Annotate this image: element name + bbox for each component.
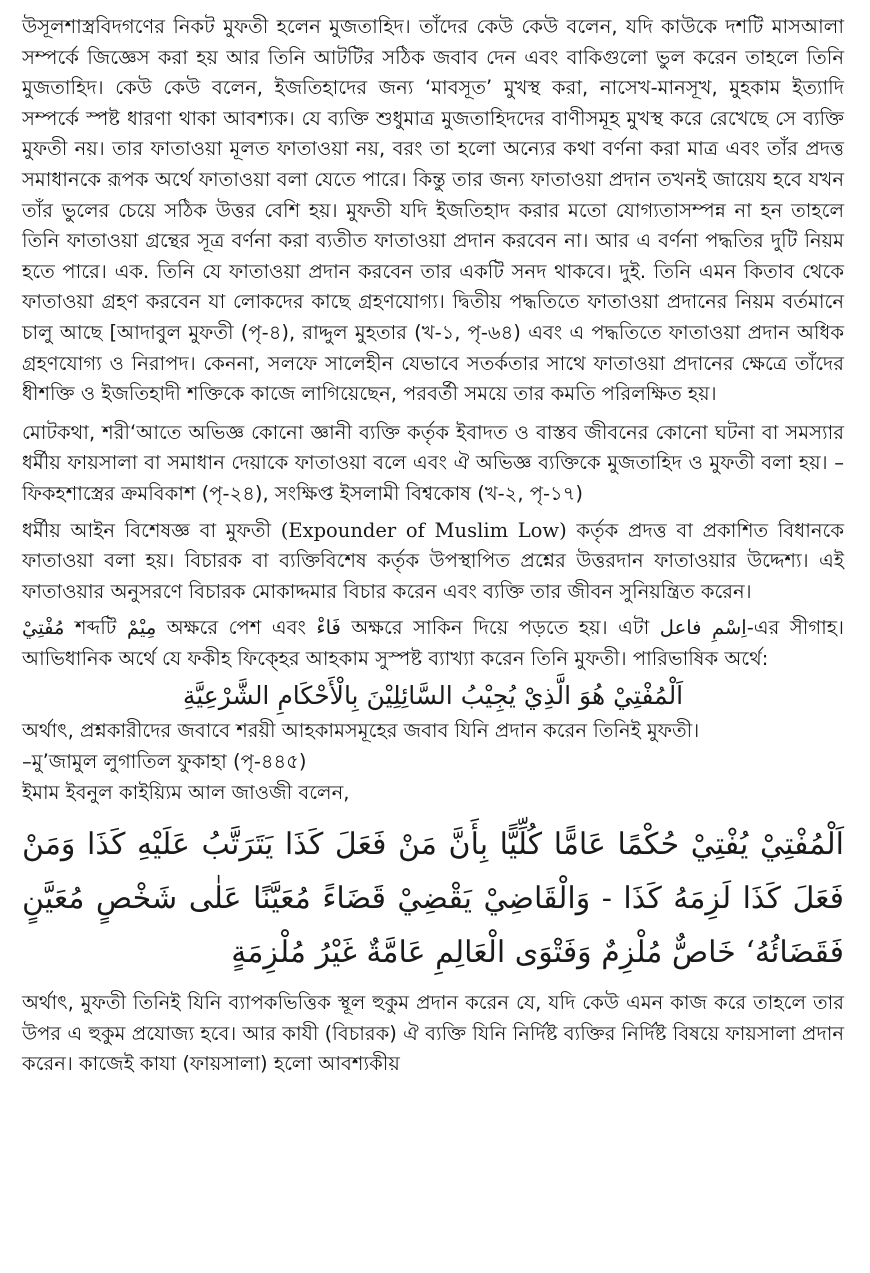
definition-translation: অর্থাৎ, প্রশ্নকারীদের জবাবে শরয়ী আহকামসমূহের জবাব যিনি প্রদান করেন তিনিই মুফতী। [22,719,700,743]
paragraph-mufti-mujtahid: উসূলশাস্ত্রবিদগণের নিকট মুফতী হলেন মুজতাহিদ। তাঁদের কেউ কেউ বলেন, যদি কাউকে দশটি মাসআলা সম্পর্কে জিজ্ঞেস করা হয় আর তিনি আটটির সঠিক জবাব দেন এবং বাকিগুলো ভুল করেন তাহলে তিনি মুজতাহিদ। কেউ কেউ বলেন, ইজতিহাদের জন্য ‘মাবসূত’ মুখস্থ করা, নাসেখ-মানসূখ, মুহকাম ইত্যাদি সম্পর্কে স্পষ্ট ধারণা থাকা আবশ্যক। যে ব্যক্তি শুধুমাত্র মুজতাহিদদের বাণীসমূহ মুখস্থ করে রেখেছে সে ব্যক্তি মুফতী নয়। তার ফাতাওয়া মূলত ফাতাওয়া নয়, বরং তা হলো অন্যের কথা বর্ণনা করা মাত্র এবং তাঁর প্রদত্ত সমাধানকে রূপক অর্থে ফাতাওয়া বলা যেতে পারে। কিন্তু তার জন্য ফাতাওয়া প্রদান তখনই জায়েয হবে যখন তাঁর ভুলের চেয়ে সঠিক উত্তর বেশি হয়। মুফতী যদি ইজতিহাদ করার মতো যোগ্যতাসম্পন্ন না হন তাহলে তিনি ফাতাওয়া গ্রন্থের সূত্র বর্ণনা করা ব্যতীত ফাতাওয়া প্রদান করবেন না। আর এ বর্ণনা পদ্ধতির দুটি নিয়ম হতে পারে। এক. তিনি যে ফাতাওয়া প্রদান করবেন তার একটি সনদ থাকবে। দুই. তিনি এমন কিতাব থেকে ফাতাওয়া গ্রহণ করবেন যা লোকদের কাছে গ্রহণযোগ্য। দ্বিতীয় পদ্ধতিতে ফাতাওয়া প্রদানের নিয়ম বর্তমানে চালু আছে [আদাবুল মুফতী (পৃ-৪), রাদ্দুল মুহতার (খ-১, পৃ-৬৪) এবং এ পদ্ধতিতে ফাতাওয়া প্রদান অধিক গ্রহণযোগ্য ও নিরাপদ। কেননা, সলফে সালেহীন যেভাবে সতর্কতার সাথে ফাতাওয়া প্রদানের ক্ষেত্রে তাঁদের ধীশক্তি ও ইজতিহাদী শক্তিকে কাজে লাগিয়েছেন, পরবর্তী সময়ে তার কমতি পরিলক্ষিত হয়। [22,15,844,406]
paragraph-summary: মোটকথা, শরী‘আতে অভিজ্ঞ কোনো জ্ঞানী ব্যক্তি কর্তৃক ইবাদত ও বাস্তব জীবনের কোনো ঘটনা বা সমস্যার ধর্মীয় ফায়সালা বা সমাধান দেয়াকে ফাতাওয়া বলে এবং ঐ অভিজ্ঞ ব্যক্তিকে মুজতাহিদ ও মুফতী বলা হয়। –ফিকহশাস্ত্রের ক্রমবিকাশ (পৃ-২৪), সংক্ষিপ্ত ইসলামী বিশ্বকোষ (খ-২, পৃ-১৭) [22,420,844,505]
fatwa-definition-text-1: ধর্মীয় আইন বিশেষজ্ঞ বা মুফতী [22,518,281,542]
arabic-definition: اَلْمُفْتِيْ هُوَ الَّذِيْ يُجِيْبُ السَّائِلِيْنَ بِالْأَحْكَامِ الشَّرْعِيَّةِ [182,681,684,711]
word-mufti-text-d: -এর সীগাহ। আভিধানিক অর্থে যে ফকীহ ফিক্হের আহকাম সুস্পষ্ট ব্যাখ্যা করেন তিনি মুফতী। পারিভাষিক অর্থে: [22,616,844,670]
arabic-letter-fa: فَاءْ [316,616,341,640]
word-mufti-text-c: অক্ষরে সাকিন দিয়ে পড়তে হয়। এটা [340,616,660,640]
word-mufti-text-a: শব্দটি [64,616,127,640]
word-mufti-text-b: অক্ষরে পেশ এবং [156,616,317,640]
ibn-qayyim-intro: ইমাম ইবনুল কাইয়্যিম আল জাওজী বলেন, [22,780,350,804]
arabic-ism-fail: اِسْمِ فاعل [659,616,747,640]
fatwa-definition-text-2: কর্তৃক প্রদত্ত বা প্রকাশিত বিধানকে ফাতাওয়া বলা হয়। বিচারক বা ব্যক্তিবিশেষ কর্তৃক উপস্থাপিত প্রশ্নের উত্তরদান ফাতাওয়ার উদ্দেশ্য। এই ফাতাওয়ার অনুসরণে বিচারক মোকাদ্দমার বিচার করেন এবং ব্যক্তি তার জীবন সুনিয়ন্ত্রিত করেন। [22,518,844,603]
english-term: (Expounder of Muslim Low) [280,518,567,542]
paragraph-quote-translation: অর্থাৎ, মুফতী তিনিই যিনি ব্যাপকভিত্তিক স্থূল হুকুম প্রদান করেন যে, যদি কেউ এমন কাজ করে তাহলে তার উপর এ হুকুম প্রযোজ্য হবে। আর কাযী (বিচারক) ঐ ব্যক্তি যিনি নির্দিষ্ট ব্যক্তির নির্দিষ্ট বিষয়ে ফায়সালা প্রদান করেন। কাজেই কাযা (ফায়সালা) হলো আবশ্যকীয় [22,991,844,1076]
arabic-quote: اَلْمُفْتِيْ يُفْتِيْ حُكْمًا عَامًّا كُلِّيًّا بِأَنَّ مَنْ فَعَلَ كَذَا يَتَرَتَّبُ عَلَيْهِ كَذَا وَمَنْ فَعَلَ كَذَا لَزِمَهُ كَذَا - وَالْقَاضِيْ يَقْضِيْ قَضَاءً مُعَيَّنًا عَلٰى شَخْصٍ مُعَيَّنٍ فَقَضَائُهُ‘ خَاصٌّ مُلْزِمٌ وَفَتْوَى الْعَالِمِ عَامَّةٌ غَيْرُ مُلْزِمَةٍ [22,827,844,971]
arabic-word-mufti: مُفْتِيْ [22,616,65,640]
paragraph-fatwa-definition [22,516,844,608]
paragraph-word-mufti [22,613,844,674]
arabic-letter-mim: مِيْمْ [126,616,157,640]
definition-reference: –মু’জামুল লুগাতিল ফুকাহা (পৃ-৪৪৫) [22,750,307,774]
